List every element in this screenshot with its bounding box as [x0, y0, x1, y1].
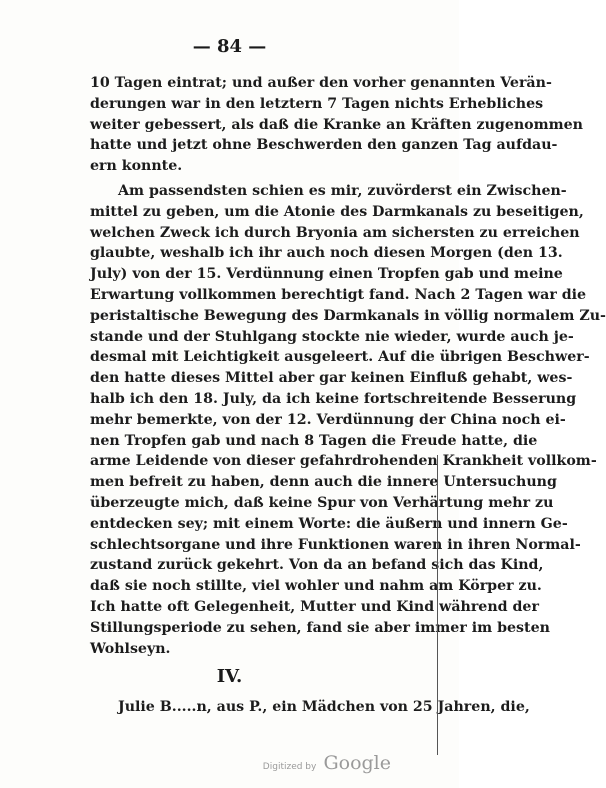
text-line: ern konnte.	[90, 158, 183, 175]
text-line: halb ich den 18. July, da ich keine fortschreitende Besserung	[90, 391, 577, 407]
watermark-brand: Google	[323, 752, 391, 774]
text-line: nen Tropfen gab und nach 8 Tagen die Freude hatte, die	[90, 432, 538, 449]
watermark-prefix: Digitized by	[262, 762, 317, 772]
digitization-watermark	[263, 752, 391, 774]
text-line: Ich hatte oft Gelegenheit, Mutter und Kind während der	[90, 599, 539, 615]
text-line: den hatte dieses Mittel aber gar keinen Einfluß gehabt, wes-	[90, 370, 573, 387]
text-line: derungen war in den letztern 7 Tagen nichts Erhebliches	[90, 95, 544, 112]
text-line: Julie B.....n, aus P., ein Mädchen von 25 Jahren, die,	[118, 699, 530, 716]
text-line: Am passendsten schien es mir, zuvörderst ein Zwischen-	[118, 183, 567, 199]
text-line: Stillungsperiode zu sehen, fand sie aber immer im besten	[90, 619, 550, 636]
page-number: — 84 —	[192, 36, 267, 57]
text-line: arme Leidende von dieser gefahrdrohenden Krankheit vollkom-	[90, 453, 597, 470]
text-line: 10 Tagen eintrat; und außer den vorher genannten Verän-	[90, 75, 552, 91]
text-line: glaubte, weshalb ich ihr auch noch diesen Morgen (den 13.	[90, 245, 563, 262]
text-line: weiter gebessert, als daß die Kranke an Kräften zugenommen	[90, 116, 583, 133]
text-line: men befreit zu haben, denn auch die innere Untersuchung	[90, 474, 557, 491]
text-line: zustand zurück gekehrt. Von da an befand sich das Kind,	[90, 557, 544, 574]
text-line: stande und der Stuhlgang stockte nie wieder, wurde auch je-	[90, 328, 574, 345]
text-line: schlechtsorgane und ihre Funktionen waren in ihren Normal-	[90, 536, 581, 553]
text-line: peristaltische Bewegung des Darmkanals in völlig normalem Zu-	[90, 307, 606, 324]
text-line: Wohlseyn.	[90, 640, 171, 657]
text-line: mittel zu geben, um die Atonie des Darmkanals zu beseitigen,	[90, 203, 584, 220]
text-line: entdecken sey; mit einem Worte: die äußern und innern Ge-	[90, 515, 568, 532]
text-line: Erwartung vollkommen berechtigt fand. Nach 2 Tagen war die	[90, 287, 587, 303]
section-heading: IV.	[216, 666, 243, 688]
text-line: mehr bemerkte, von der 12. Verdünnung der China noch ei-	[90, 411, 566, 428]
text-line: überzeugte mich, daß keine Spur von Verhärtung mehr zu	[90, 495, 554, 511]
text-line: welchen Zweck ich durch Bryonia am sichersten zu erreichen	[90, 224, 580, 241]
text-line: daß sie noch stillte, viel wohler und nahm am Körper zu.	[90, 578, 542, 595]
page-edge-rule	[437, 455, 438, 755]
text-line: desmal mit Leichtigkeit ausgeleert. Auf die übrigen Beschwer-	[90, 349, 590, 366]
text-line: hatte und jetzt ohne Beschwerden den ganzen Tag aufdau-	[90, 137, 558, 154]
text-line: July) von der 15. Verdünnung einen Tropfen gab und meine	[90, 266, 563, 283]
